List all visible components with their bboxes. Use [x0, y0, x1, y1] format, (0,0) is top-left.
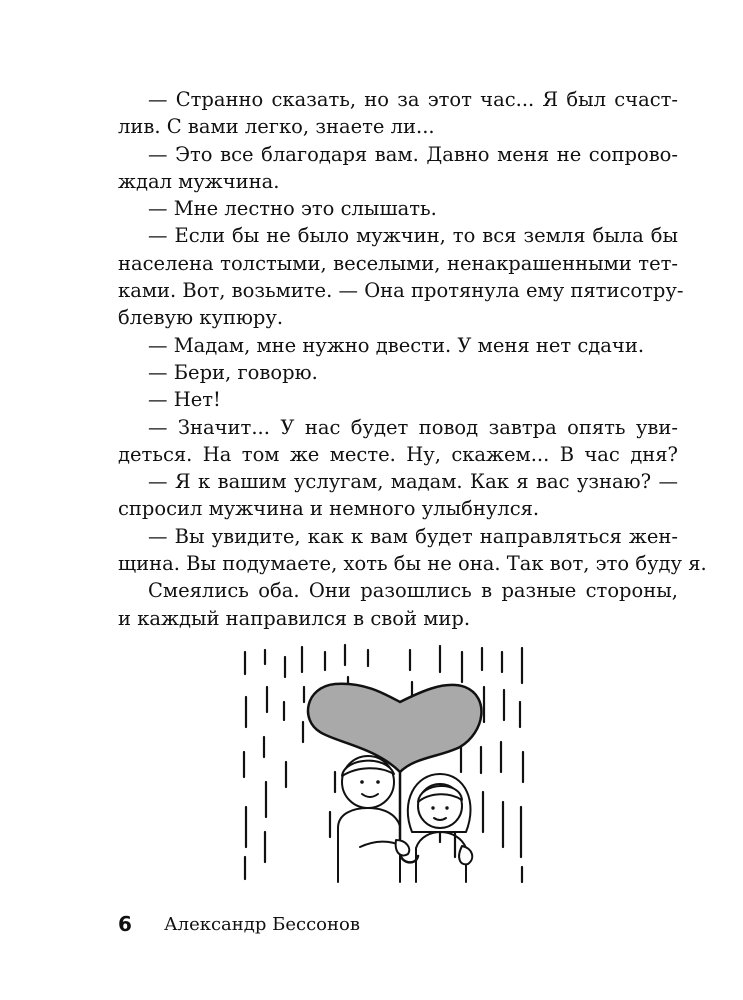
page-number: 6: [118, 912, 132, 936]
text-line: населена толстыми, веселыми, ненакрашенными тет-: [118, 251, 678, 275]
text-line: деться. На том же месте. Ну, скажем... В час дня?: [118, 442, 678, 466]
text-line: — Мадам, мне нужно двести. У меня нет сдачи.: [148, 333, 645, 357]
text-line: и каждый направился в свой мир.: [118, 606, 471, 630]
running-head-author: Александр Бессонов: [164, 914, 360, 935]
text-line: ками. Вот, возьмите. — Она протянула ему пятисотру-: [118, 279, 684, 303]
text-line: — Странно сказать, но за этот час... Я был счаст-: [148, 88, 678, 111]
text-line: — Значит... У нас будет повод завтра опять уви-: [148, 415, 678, 439]
text-line: — Мне лестно это слышать.: [148, 197, 437, 221]
text-line: — Я к вашим услугам, мадам. Как я вас узнаю? —: [148, 470, 678, 494]
text-line: — Если бы не было мужчин, то вся земля была бы: [148, 224, 678, 248]
text-line: ждал мужчина.: [118, 169, 280, 193]
heart-umbrella: [308, 684, 481, 772]
text-line: лив. С вами легко, знаете ли...: [118, 115, 435, 139]
text-line: блевую купюру.: [118, 306, 284, 330]
body-text: [118, 86, 707, 632]
text-line: — Это все благодаря вам. Давно меня не сопрово-: [148, 142, 678, 166]
text-line: Смеялись оба. Они разошлись в разные стороны,: [148, 579, 678, 603]
page-footer: [0, 912, 743, 942]
text-line: — Вы увидите, как к вам будет направляться жен-: [148, 524, 678, 548]
woman-figure: [408, 774, 472, 882]
text-line: — Нет!: [148, 388, 221, 412]
text-line: — Бери, говорю.: [148, 360, 318, 384]
couple-under-umbrella-illustration: [240, 642, 530, 892]
text-line: спросил мужчина и немного улыбнулся.: [118, 497, 540, 521]
text-line: щина. Вы подумаете, хоть бы не она. Так вот, это буду я.: [118, 552, 707, 576]
man-figure: [338, 756, 409, 882]
